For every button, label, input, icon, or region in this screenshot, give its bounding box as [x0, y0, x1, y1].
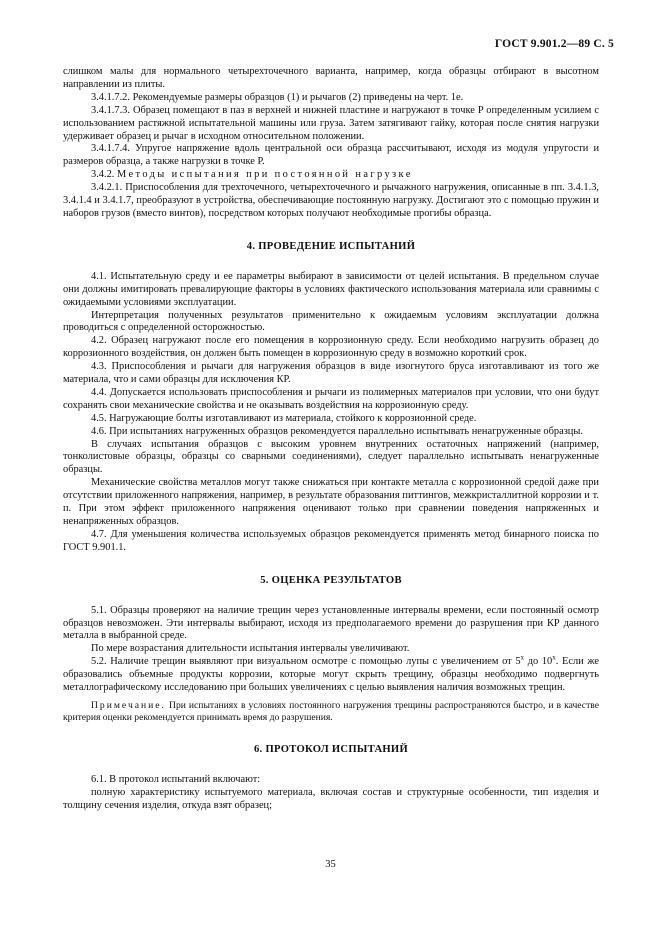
paragraph: слишком малы для нормального четырехточечного варианта, например, когда образцы отбирают в высотном направлении из плиты.: [63, 66, 599, 90]
paragraph: Механические свойства металлов могут также снижаться при контакте металла с коррозионной средой даже при отсутствии приложенного напряжения, например, в результате образования питтингов, межкристаллитной коррозии и т. п. При этом эффект приложенного напряжения оценивают только при сравнении поведения напряженных и ненапряженных образцов.: [63, 477, 599, 527]
note-label: Примечание.: [91, 699, 166, 711]
page-number: 35: [325, 859, 336, 870]
paragraph: 4.4. Допускается использовать приспособления и рычаги из полимерных материалов при условии, что они будут сохранять свои механические свойства и не оказывать воздействия на коррозионную среду.: [63, 386, 599, 411]
paragraph: Интерпретация полученных результатов применительно к ожидаемым условиям эксплуатации должна проводиться с определенной осторожностью.: [63, 309, 599, 334]
subsection-title: Методы испытания при постоянной нагрузке: [117, 169, 413, 181]
paragraph: 4.2. Образец нагружают после его помещения в коррозионную среду. Если необходимо нагрузить образец до коррозионного воздействия, он должен быть помещен в коррозионную среду в возможно короткий срок.: [63, 335, 599, 360]
section-heading: 4. ПРОВЕДЕНИЕ ИСПЫТАНИЙ: [246, 240, 416, 252]
paragraph: 5.1. Образцы проверяют на наличие трещин через установленные интервалы времени, если постоянный осмотр образцов невозможен. Эти интервалы выбирают, исходя из предполагаемого времени до разрушения при КР данного металла в выбранной среде.: [63, 604, 599, 642]
running-header: ГОСТ 9.901.2—89 С. 5: [494, 38, 614, 50]
paragraph: 3.4.1.7.3. Образец помещают в паз в верхней и нижней пластине и нагружают в точке P определенным усилием с использованием растяжной испытательной машины или груза. Затем затягивают гайку, которая после снятия нагрузки удерживает образец и рычаг в исходном относительном положении.: [63, 104, 599, 142]
paragraph: В случаях испытания образцов с высоким уровнем внутренних остаточных напряжений (например, тонколистовые образцы, образцы со сварными соединениями), следует параллельно испытывать ненагруженные образцы.: [63, 438, 599, 476]
paragraph: 3.4.2.1. Приспособления для трехточечного, четырехточечного и рычажного нагружения, описанные в пп. 3.4.1.3, 3.4.1.4 и 3.4.1.7, преобразуют в устройства, обеспечивающие постоянную нагрузку. Достигают это с помощью пружин и наборов грузов (вместо винтов), посредством которых получают необходимые прогибы образца.: [63, 182, 599, 219]
paragraph: 4.3. Приспособления и рычаги для нагружения образцов в виде изогнутого бруса изготавливают из того же материала, что и сами образцы для исключения КР.: [63, 361, 599, 386]
subsection-heading: [63, 169, 599, 182]
section-heading: 5. ОЦЕНКА РЕЗУЛЬТАТОВ: [260, 574, 402, 586]
paragraph: 3.4.1.7.2. Рекомендуемые размеры образцов (1) и рычагов (2) приведены на черт. 1е.: [91, 91, 464, 103]
note: [63, 700, 599, 724]
paragraph: 3.4.1.7.4. Упругое напряжение вдоль центральной оси образца рассчитывают, исходя из модуля упругости и размеров образца, а также нагрузки в точке P.: [63, 143, 599, 168]
paragraph: 5.2. Наличие трещин выявляют при визуальном осмотре с помощью лупы с увеличением от 5$^x$ до 10$^x$. Если же образовались объемные продукты коррозии, которые могут скрыть трещину, образцы необходимо подвергнуть металлографическому исследованию при больших увеличениях с целью выявления наличия возможных трещин.: [63, 653, 599, 694]
paragraph: 4.7. Для уменьшения количества используемых образцов рекомендуется применять метод бинарного поиска по ГОСТ 9.901.1.: [63, 528, 599, 553]
paragraph: 4.1. Испытательную среду и ее параметры выбирают в зависимости от целей испытания. В предельном случае они должны имитировать превалирующие факторы в условиях фактического использования материала или сравнимы с ожидаемыми условиями эксплуатации.: [63, 270, 599, 308]
note-text: При испытаниях в условиях постоянного нагружения трещины распространяются быстро, и в качестве критерия оценки рекомендуется принимать время до разрушения.: [63, 699, 599, 723]
paragraph: По мере возрастания длительности испытания интервалы увеличивают.: [91, 643, 410, 655]
paragraph: 4.5. Нагружающие болты изготавливают из материала, стойкого к коррозионной среде.: [91, 412, 477, 424]
paragraph: 4.6. При испытаниях нагруженных образцов рекомендуется параллельно испытывать ненагруженные образцы.: [91, 425, 583, 437]
section-heading: 6. ПРОТОКОЛ ИСПЫТАНИЙ: [253, 743, 409, 755]
subsection-number: 3.4.2.: [91, 169, 115, 181]
paragraph: полную характеристику испытуемого материала, включая состав и структурные особенности, тип изделия и толщину сечения изделия, откуда взят образец;: [63, 786, 599, 811]
paragraph: 6.1. В протокол испытаний включают:: [91, 773, 261, 785]
document-body: [63, 66, 599, 813]
